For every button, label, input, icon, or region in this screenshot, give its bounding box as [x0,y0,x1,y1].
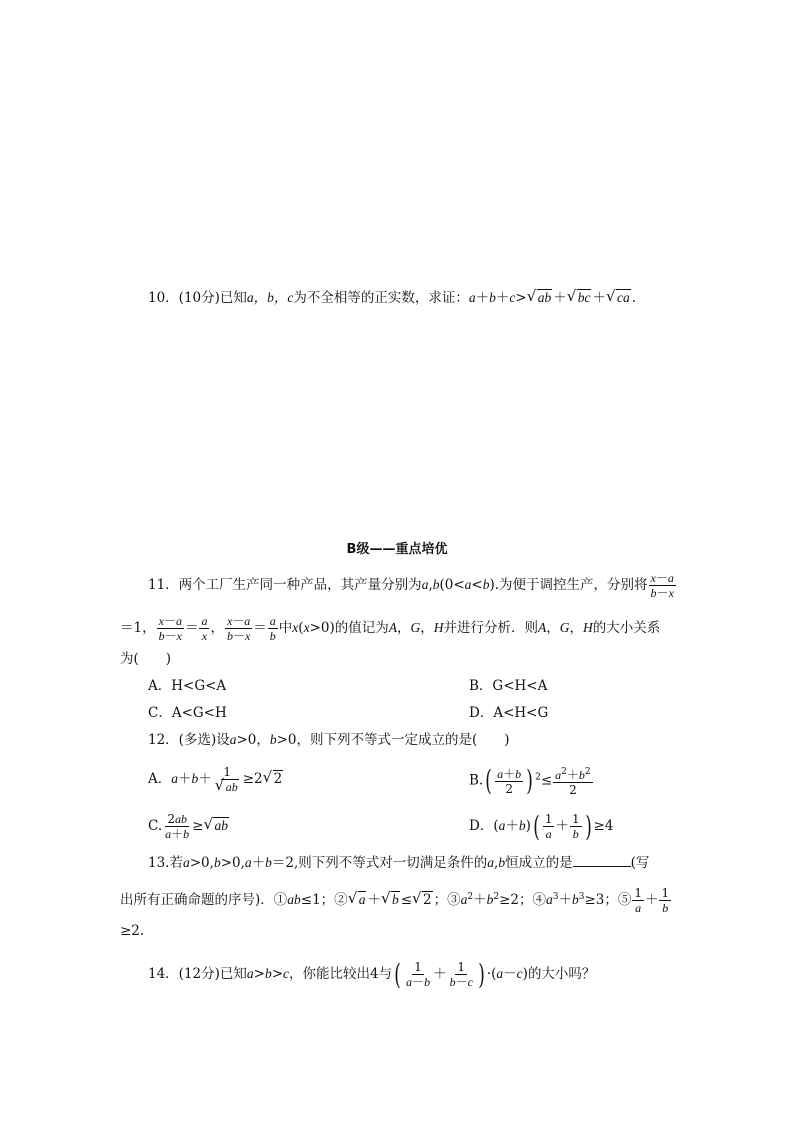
question-10: 10．(10分)已知a，b，c为不全相等的正实数，求证：a＋b＋c>√ ab ＋√ bc ＋√ ca . [148,289,636,307]
question-13-line-1: 13.若a>0,b>0,a＋b＝2,则下列不等式对一切满足条件的a,b恒成立的是 (写 [148,852,649,872]
question-12-stem: 12．(多选)设a>0，b>0，则下列不等式一定成立的是( ) [148,732,510,748]
question-14: 14．(12分)已知a>b>c，你能比较出4与( $\frac{1}{a-b}$ ＋ $\frac{1}{b-c}$ ) ·(a－c)的大小吗？ [148,957,596,991]
answer-blank[interactable] [573,852,631,867]
q11-option-c: C．A<G<H [148,705,227,721]
q12-option-c: C. $\frac{2ab}{a+b}$ ≥√ ab [148,812,230,841]
q12-option-a: A．a＋b＋ 1 √ ab ≥2√ 2 [148,765,284,794]
q11-option-d: D．A<H<G [469,705,549,721]
section-title: B级——重点培优 [346,542,448,557]
q12-option-b: B.( $\frac{a+b}{2}$ ) $^2$≤ $\frac{a^2+b^2}{2}$ [469,764,591,797]
question-13-line-2: 出所有正确命题的序号)．①ab≤1；②√ a ＋√ b ≤√ 2 ；$③a^2+b^2\ge 2$；$④a^3+b^3\ge 3$；⑤ $\frac{1}{a}$ ＋ $\frac{1}{b}$ [120,886,672,915]
question-13-line-3: ≥2. [120,923,145,939]
q11-option-a: A．H<G<A [148,678,227,694]
fraction-x-a-over-b-x: $\frac{x-a}{b-x}$ [650,571,674,600]
sqrt-ca: √ ca [607,289,631,307]
sqrt-bc: √ bc [568,289,592,307]
question-11-line-1: 11．两个工厂生产同一种产品，其产量分别为a,b(0<a<b).为便于调控生产，分别将 $\frac{x-a}{b-x}$ [148,571,674,600]
q12-option-d: D．(a＋b)( $\frac{1}{a}$ ＋ $\frac{1}{b}$ ) ≥4 [469,809,614,843]
sqrt-ab: √ ab [528,289,553,307]
question-11-line-3: 为( ) [120,651,172,667]
q11-option-b: B．G<H<A [469,678,548,694]
question-11-line-2: ＝1， $\frac{x-a}{b-x}$ ＝ $\frac{a}{x}$ ， $\frac{x-a}{b-x}$ ＝ $\frac{a}{b}$ 中x(x>0)的值记为A，G，H并进行分析．则A，G，H的大小关系 [120,614,661,643]
q10-vars: a，b，c [246,290,294,305]
